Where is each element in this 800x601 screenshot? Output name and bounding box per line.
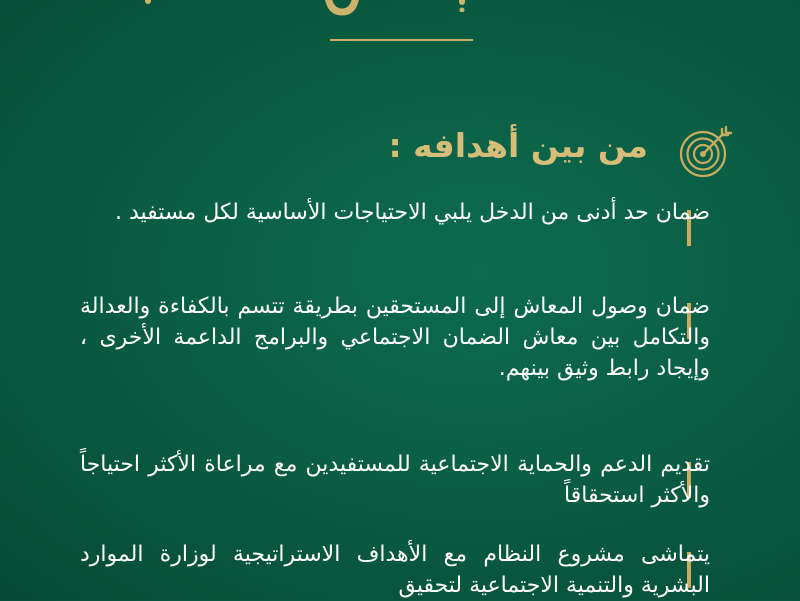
goal-item: يتماشى مشروع النظام مع الأهداف الاستراتيجية لوزارة الموارد البشرية والتنمية الاجتماعية لتحقيق	[80, 542, 710, 598]
goals-heading: من بين أهدافه :	[388, 126, 648, 165]
goal-item: ضمان وصول المعاش إلى المستحقين بطريقة تتسم بالكفاءة والعدالة والتكامل بين معاش الضمان الاجتماعي والبرامج الداعمة الأخرى ، وإيجاد رابط وثيق بينهم.	[80, 294, 710, 381]
target-icon	[678, 125, 732, 179]
title-underline	[330, 39, 473, 41]
goal-item: ضمان حد أدنى من الدخل يلبي الاحتياجات الأساسية لكل مستفيد .	[114, 200, 710, 225]
cropped-title-glyph	[140, 0, 156, 6]
cropped-title-glyph	[324, 0, 360, 20]
goal-item: تقديم الدعم والحماية الاجتماعية للمستفيدين مع مراعاة الأكثر احتياجاً والأكثر استحقاقاً	[80, 452, 710, 508]
cropped-title-glyph	[454, 0, 470, 12]
